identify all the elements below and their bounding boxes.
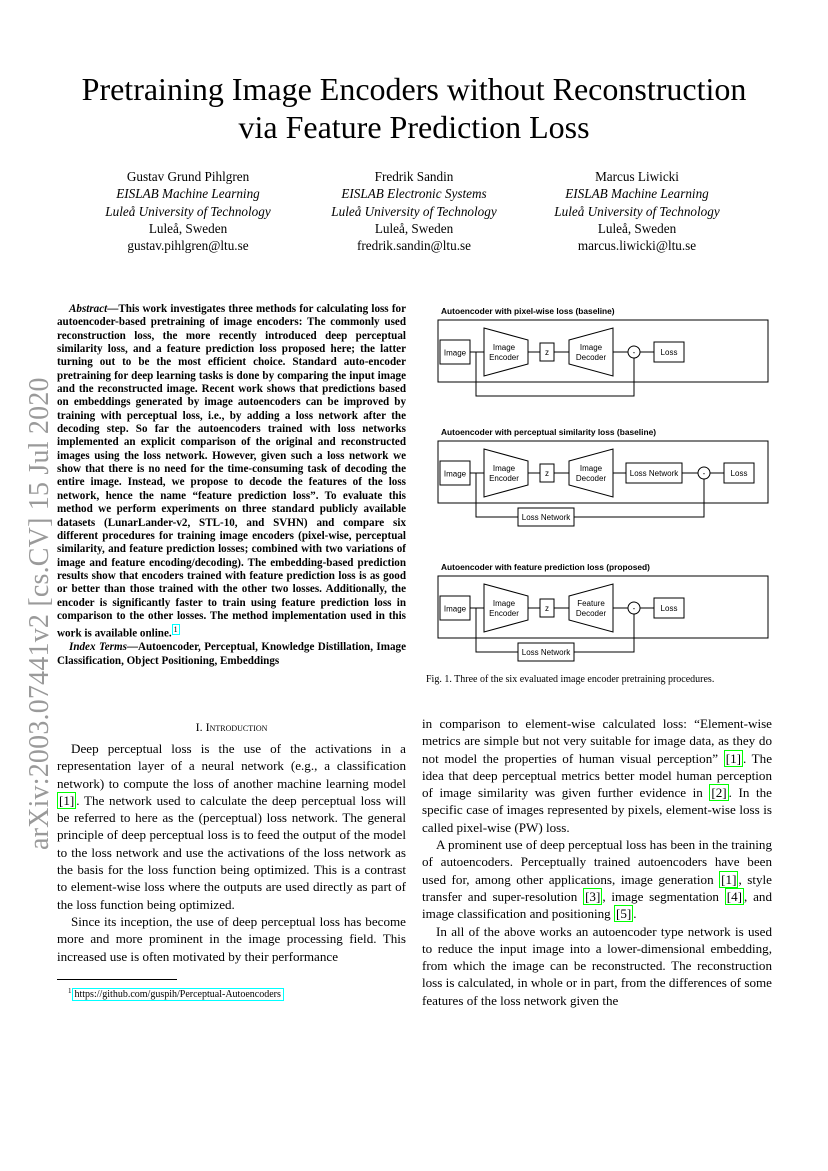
decoder-shape (569, 449, 613, 497)
author-location: Luleå, Sweden (148, 220, 228, 236)
author-block-3 (517, 168, 757, 254)
minus-label: - (632, 348, 636, 357)
footnote (68, 987, 284, 1000)
diagram-feature-prediction (436, 574, 776, 664)
citation-link[interactable]: [4] (726, 888, 743, 904)
author-email[interactable]: gustav.pihlgren@ltu.se (127, 238, 249, 254)
loss-network-label: Loss Network (629, 469, 679, 478)
footnote-mark[interactable]: 1 (173, 625, 178, 635)
paragraph: In all of the above works an autoencoder type network is used to reduce the input image into a lower-dimensional embedding, from which the image can be reconstructed. The reconstruction loss is calculated, in whole or in part, from the differences of some features of the loss network given the (422, 923, 772, 1008)
encoder-label-2: Encoder (489, 353, 519, 362)
diagram-title-feature-prediction: Autoencoder with feature prediction loss (proposed) (441, 562, 650, 572)
feature-decoder-label-2: Decoder (575, 609, 607, 618)
left-column-text (57, 740, 406, 965)
author-location: Luleå, Sweden (374, 220, 454, 236)
paragraph: Since its inception, the use of deep perceptual loss has become more and more prominent in the image processing field. This increased use is often motivated by their performance (57, 913, 406, 964)
minus-label: - (702, 469, 706, 478)
index-terms-label: Index Terms (69, 641, 127, 654)
loss-label: Loss (660, 348, 678, 357)
author-email[interactable]: marcus.liwicki@ltu.se (577, 238, 697, 254)
paragraph: in comparison to element-wise calculated loss: “Element-wise metrics are simple but not very suitable for image data, as they do not model the properties of human visual perception” [1] . The idea that deep perceptual metrics better model human perception of image similarity was given further evidence in [2] . In the specific case of images represented by pixels, element-wise loss is called pixel-wise (PW) loss. (422, 716, 773, 835)
decoder-label-2: Decoder (575, 353, 607, 362)
author-location: Luleå, Sweden (597, 220, 677, 236)
section-heading: I. Introduction (195, 720, 268, 734)
encoder-shape (484, 584, 528, 632)
z-label: z (545, 348, 549, 357)
citation-link[interactable]: [1] (721, 871, 737, 887)
author-name: Gustav Grund Pihlgren (126, 169, 250, 184)
title-line-2: via Feature Prediction Loss (238, 109, 590, 145)
encoder-label-2: Encoder (489, 609, 519, 618)
encoder-shape (484, 328, 528, 376)
diagram-pixelwise (436, 318, 776, 398)
minus-label: - (632, 604, 636, 613)
author-lab: EISLAB Machine Learning (116, 186, 260, 202)
title-line-1: Pretraining Image Encoders without Reconstruction (81, 71, 747, 107)
paragraph: Deep perceptual loss is the use of the activations in a representation layer of a neural network (e.g., a classification network) to compute the loss of another machine learning model [1] . The network used to calculate the deep perceptual loss will be referred to here as the (perceptual) loss network. The general principle of deep perceptual loss is to feed the output of the model to the loss network and use the activations of the loss network as the basis for the loss function being optimized. This is a contrast to element-wise loss where the outputs are used directly as part of the loss function being optimized. (57, 741, 406, 912)
encoder-shape (484, 449, 528, 497)
abstract-text: —This work investigates three methods for calculating loss for autoencoder-based pretraining of image encoders: The commonly used reconstruction loss, the more recently introduced deep perceptual similarity loss, and a feature prediction loss proposed here; the latter turning out to be the most efficient choice. Standard auto-encoder pretraining for deep learning tasks is done by comparing the input image and the reconstructed image. Recent work shows that predictions based on embeddings generated by image autoencoders can be improved by training with perceptual loss, i.e., by adding a loss network after the decoding step. So far the autoencoders trained with loss networks implemented an explicit comparison of the original and reconstructed images using the loss network. However, given such a loss network we show that there is no need for the time-consuming task of decoding the entire image. Instead, we propose to decode the features of the loss network, hence the name “feature prediction loss”. To evaluate this method we perform experiments on three standard publicly available datasets (LunarLander-v2, STL-10, and SVHN) and compare six different procedures for training image encoders (pixel-wise, perceptual similarity, and feature prediction losses; combined with two variations of image and feature encoding/decoding). The embedding-based prediction results show that encoders trained with feature prediction loss is as good or better than those trained with the other two losses. Additionally, the encoder is significantly faster to train using feature prediction loss in comparison to the other losses. The method implementation used in this work is available online. (57, 303, 406, 640)
citation-link[interactable]: [3] (585, 888, 601, 904)
loss-label: Loss (660, 604, 678, 613)
encoder-label-2: Encoder (489, 474, 519, 483)
citation-link[interactable]: [5] (616, 906, 632, 922)
author-lab: EISLAB Machine Learning (565, 186, 709, 202)
footnote-number: 1 (68, 987, 72, 995)
loss-network-label: Loss Network (521, 513, 571, 522)
decoder-label-1: Image (579, 464, 603, 473)
citation-link[interactable]: [1] (59, 792, 75, 808)
author-university: Luleå University of Technology (554, 203, 720, 219)
author-lab: EISLAB Electronic Systems (341, 186, 487, 202)
abstract-label: Abstract (69, 303, 108, 315)
abstract (57, 303, 406, 668)
author-university: Luleå University of Technology (331, 203, 497, 219)
z-label: z (545, 469, 549, 478)
citation-link[interactable]: [1] (725, 750, 741, 766)
encoder-label-1: Image (492, 464, 516, 473)
footnote-link[interactable]: https://github.com/guspih/Perceptual-Autoencoders (72, 988, 284, 1001)
image-label: Image (443, 469, 467, 479)
decoder-label-1: Image (579, 343, 603, 352)
image-label: Image (443, 604, 467, 614)
footnote-divider (57, 979, 177, 980)
encoder-label-1: Image (492, 343, 516, 352)
image-label: Image (443, 348, 467, 358)
loss-network-label: Loss Network (521, 648, 571, 657)
author-block-2 (294, 168, 534, 254)
diagram-title-pixelwise: Autoencoder with pixel-wise loss (baseline) (441, 306, 615, 316)
encoder-label-1: Image (492, 599, 516, 608)
paper-title (0, 70, 828, 146)
z-label: z (545, 604, 549, 613)
author-university: Luleå University of Technology (105, 203, 271, 219)
feature-decoder-shape (569, 584, 613, 632)
decoder-shape (569, 328, 613, 376)
author-name: Fredrik Sandin (374, 169, 454, 184)
author-block-1 (68, 168, 308, 254)
feature-decoder-label-1: Feature (577, 599, 605, 608)
author-email[interactable]: fredrik.sandin@ltu.se (357, 238, 471, 254)
decoder-label-2: Decoder (575, 474, 607, 483)
author-name: Marcus Liwicki (595, 169, 679, 184)
diagram-title-perceptual: Autoencoder with perceptual similarity loss (baseline) (441, 427, 657, 437)
citation-link[interactable]: [2] (711, 785, 727, 801)
figure-caption: Fig. 1. Three of the six evaluated image encoder pretraining procedures. (426, 674, 715, 685)
right-column-text (422, 715, 772, 1009)
arxiv-identifier: arXiv:2003.07441v2 [cs.CV] 15 Jul 2020 (24, 377, 55, 850)
paragraph: A prominent use of deep perceptual loss has been in the training of autoencoders. Perceptually trained autoencoders have been used for, among other applications, image generation [1] , style transfer and super-resolution [3] , image segmentation [4] , and image classification and positioning [5] . (422, 837, 773, 922)
loss-label: Loss (730, 469, 748, 478)
diagram-perceptual (436, 439, 776, 529)
index-terms-text: —Autoencoder, Perceptual, Knowledge Distillation, Image Classification, Object Positioning, Embeddings (57, 641, 406, 667)
